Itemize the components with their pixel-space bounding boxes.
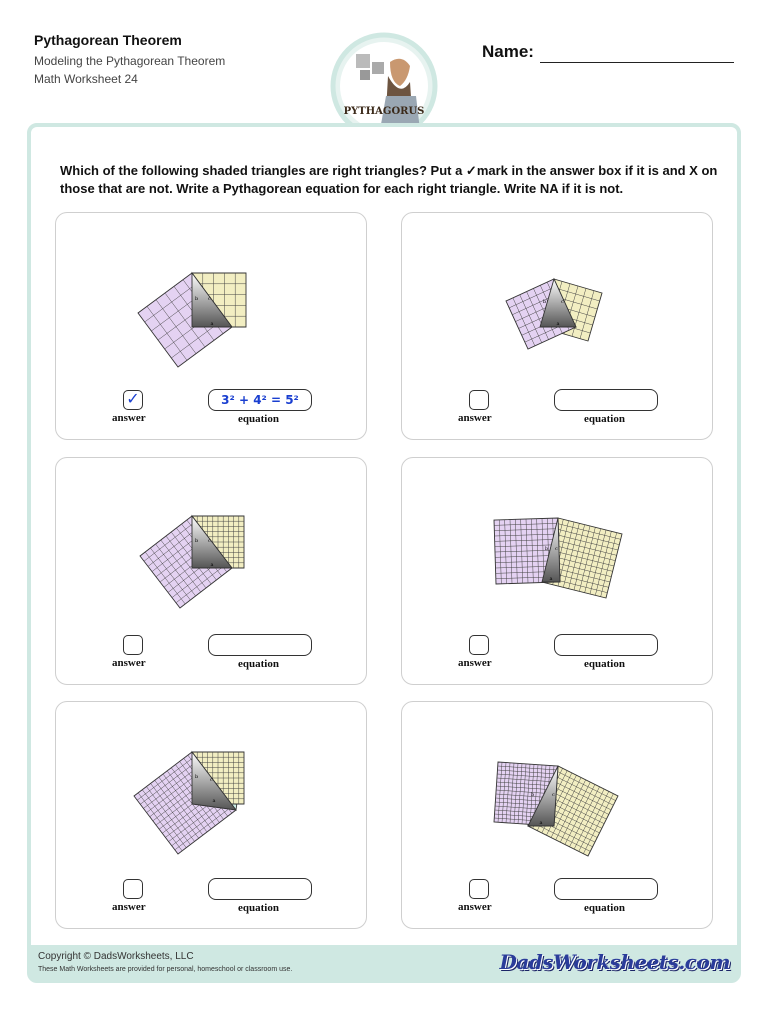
answer-mark: ✓ bbox=[126, 389, 140, 408]
side-label-b: b bbox=[545, 546, 549, 552]
triangle-figure bbox=[402, 213, 714, 373]
side-label-b: b bbox=[195, 296, 199, 302]
side-label-a: a bbox=[539, 820, 543, 826]
worksheet-number: Math Worksheet 24 bbox=[34, 72, 138, 86]
problem-card-5 bbox=[55, 701, 367, 929]
equation-box[interactable] bbox=[554, 878, 658, 900]
answer-box[interactable] bbox=[123, 879, 143, 899]
side-label-a: a bbox=[210, 562, 214, 568]
side-label-b: b bbox=[195, 774, 199, 780]
side-label-a: a bbox=[210, 321, 214, 327]
side-label-b: b bbox=[531, 792, 535, 798]
copyright-text: Copyright © DadsWorksheets, LLC bbox=[38, 951, 194, 962]
problem-card-6 bbox=[401, 701, 713, 929]
equation-label: equation bbox=[584, 658, 625, 670]
equation-text: 3² + 4² = 5² bbox=[221, 393, 299, 407]
side-label-c: c bbox=[210, 777, 213, 783]
answer-label: answer bbox=[112, 657, 146, 669]
triangle-figure bbox=[56, 458, 368, 618]
side-label-c: c bbox=[555, 546, 558, 552]
side-label-c: c bbox=[208, 296, 211, 302]
triangle-figure bbox=[56, 213, 368, 373]
problem-card-3 bbox=[55, 457, 367, 685]
answer-box[interactable] bbox=[123, 635, 143, 655]
side-label-a: a bbox=[212, 798, 216, 804]
answer-label: answer bbox=[112, 901, 146, 913]
side-label-a: a bbox=[556, 321, 560, 327]
side-label-b: b bbox=[543, 299, 547, 305]
name-label: Name: bbox=[482, 42, 534, 61]
equation-label: equation bbox=[238, 902, 279, 914]
answer-box[interactable] bbox=[123, 390, 143, 410]
equation-box[interactable] bbox=[208, 634, 312, 656]
equation-label: equation bbox=[584, 413, 625, 425]
usage-notice: These Math Worksheets are provided for personal, homeschool or classroom use. bbox=[38, 966, 293, 973]
brand-logo: DadsWorksheets.com bbox=[499, 950, 730, 974]
instructions: Which of the following shaded triangles are right triangles? Put a ✓mark in the answer box if it is and X on those that are not. Write a Pythagorean equation for each right triangle. Write NA if it is not. bbox=[60, 163, 718, 196]
answer-label: answer bbox=[112, 412, 146, 424]
equation-box[interactable] bbox=[208, 389, 312, 411]
equation-box[interactable] bbox=[208, 878, 312, 900]
triangle-figure bbox=[56, 702, 368, 862]
worksheet-subtitle: Modeling the Pythagorean Theorem bbox=[34, 54, 226, 68]
equation-label: equation bbox=[238, 413, 279, 425]
answer-box[interactable] bbox=[469, 879, 489, 899]
triangle-figure bbox=[402, 702, 714, 862]
side-label-c: c bbox=[561, 299, 564, 305]
name-field[interactable] bbox=[540, 62, 734, 63]
side-label-b: b bbox=[195, 538, 199, 544]
side-label-a: a bbox=[549, 576, 553, 582]
problem-card-2 bbox=[401, 212, 713, 440]
equation-box[interactable] bbox=[554, 634, 658, 656]
answer-label: answer bbox=[458, 657, 492, 669]
equation-box[interactable] bbox=[554, 389, 658, 411]
answer-label: answer bbox=[458, 901, 492, 913]
problem-card-1 bbox=[55, 212, 367, 440]
triangle-figure bbox=[402, 458, 714, 618]
answer-box[interactable] bbox=[469, 635, 489, 655]
worksheet-title: Pythagorean Theorem bbox=[34, 32, 182, 48]
side-label-c: c bbox=[208, 538, 211, 544]
equation-label: equation bbox=[584, 902, 625, 914]
logo-text: PYTHAGORUS bbox=[343, 106, 425, 117]
answer-label: answer bbox=[458, 412, 492, 424]
problem-card-4 bbox=[401, 457, 713, 685]
side-label-c: c bbox=[552, 792, 555, 798]
equation-label: equation bbox=[238, 658, 279, 670]
answer-box[interactable] bbox=[469, 390, 489, 410]
